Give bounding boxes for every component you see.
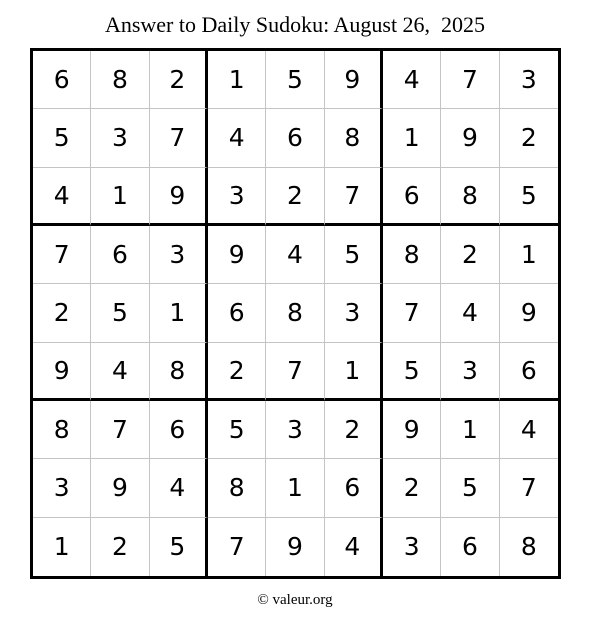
sudoku-cell: 3 bbox=[441, 343, 499, 401]
sudoku-cell: 6 bbox=[325, 459, 383, 517]
sudoku-cell: 7 bbox=[33, 226, 91, 284]
sudoku-cell: 5 bbox=[441, 459, 499, 517]
sudoku-cell: 7 bbox=[150, 109, 208, 167]
page-title: Answer to Daily Sudoku: August 26, 2025 bbox=[104, 12, 486, 37]
sudoku-cell: 2 bbox=[91, 518, 149, 576]
sudoku-cell: 1 bbox=[383, 109, 441, 167]
sudoku-cell: 5 bbox=[208, 401, 266, 459]
sudoku-cell: 8 bbox=[91, 51, 149, 109]
sudoku-cell: 9 bbox=[33, 343, 91, 401]
sudoku-cell: 6 bbox=[33, 51, 91, 109]
sudoku-cell: 3 bbox=[383, 518, 441, 576]
sudoku-cell: 8 bbox=[441, 168, 499, 226]
sudoku-cell: 2 bbox=[208, 343, 266, 401]
sudoku-cell: 6 bbox=[91, 226, 149, 284]
sudoku-cell: 5 bbox=[500, 168, 558, 226]
sudoku-cell: 8 bbox=[520, 532, 537, 562]
sudoku-cell: 5 bbox=[266, 51, 324, 109]
sudoku-cell: 4 bbox=[266, 226, 324, 284]
sudoku-cell: 2 bbox=[500, 109, 558, 167]
sudoku-cell: 9 bbox=[150, 168, 208, 226]
sudoku-cell: 4 bbox=[208, 109, 266, 167]
sudoku-cell: 2 bbox=[150, 51, 208, 109]
sudoku-cell: 8 bbox=[208, 459, 266, 517]
sudoku-cell: 7 bbox=[383, 284, 441, 342]
sudoku-cell: 7 bbox=[500, 459, 558, 517]
sudoku-cell: 3 bbox=[150, 226, 208, 284]
sudoku-cell: 8 bbox=[325, 109, 383, 167]
sudoku-cell: 9 bbox=[91, 459, 149, 517]
sudoku-cell: 2 bbox=[441, 226, 499, 284]
sudoku-cell: 8 bbox=[150, 343, 208, 401]
sudoku-cell: 4 bbox=[500, 401, 558, 459]
sudoku-cell: 9 bbox=[325, 51, 383, 109]
sudoku-cell: 4 bbox=[33, 168, 91, 226]
sudoku-cell: 2 bbox=[325, 401, 383, 459]
sudoku-cell: 2 bbox=[383, 459, 441, 517]
sudoku-cell: 9 bbox=[383, 401, 441, 459]
sudoku-cell: 3 bbox=[266, 401, 324, 459]
sudoku-cell: 8 bbox=[266, 284, 324, 342]
sudoku-cell: 5 bbox=[325, 226, 383, 284]
sudoku-cell: 3 bbox=[33, 459, 91, 517]
sudoku-cell: 7 bbox=[266, 343, 324, 401]
sudoku-cell: 7 bbox=[441, 51, 499, 109]
sudoku-cell: 1 bbox=[266, 459, 324, 517]
sudoku-cell: 2 bbox=[266, 168, 324, 226]
sudoku-cell: 6 bbox=[441, 518, 499, 576]
sudoku-cell: 7 bbox=[325, 168, 383, 226]
sudoku-cell: 1 bbox=[91, 168, 149, 226]
sudoku-cell: 5 bbox=[33, 109, 91, 167]
sudoku-board bbox=[30, 48, 561, 579]
sudoku-cell: 4 bbox=[150, 459, 208, 517]
sudoku-cell: 9 bbox=[500, 284, 558, 342]
sudoku-cell: 7 bbox=[208, 518, 266, 576]
sudoku-cell: 6 bbox=[208, 284, 266, 342]
sudoku-cell: 1 bbox=[208, 51, 266, 109]
sudoku-cell: 7 bbox=[91, 401, 149, 459]
sudoku-cell: 4 bbox=[325, 518, 383, 576]
sudoku-cell: 6 bbox=[150, 401, 208, 459]
sudoku-cell: 8 bbox=[383, 226, 441, 284]
sudoku-cell: 3 bbox=[500, 51, 558, 109]
copyright-footer: © valeur.org bbox=[257, 592, 333, 608]
sudoku-cell: 4 bbox=[91, 343, 149, 401]
sudoku-cell: 3 bbox=[208, 168, 266, 226]
sudoku-cell: 8 bbox=[33, 401, 91, 459]
sudoku-cell: 9 bbox=[208, 226, 266, 284]
sudoku-cell: 4 bbox=[441, 284, 499, 342]
sudoku-cell: 6 bbox=[500, 343, 558, 401]
sudoku-cell: 3 bbox=[91, 109, 149, 167]
sudoku-cell: 2 bbox=[33, 284, 91, 342]
sudoku-cell: 5 bbox=[91, 284, 149, 342]
sudoku-cell: 5 bbox=[150, 518, 208, 576]
sudoku-cell: 5 bbox=[383, 343, 441, 401]
sudoku-cell: 9 bbox=[266, 518, 324, 576]
sudoku-cell: 9 bbox=[441, 109, 499, 167]
sudoku-cell: 1 bbox=[150, 284, 208, 342]
sudoku-cell: 1 bbox=[325, 343, 383, 401]
sudoku-cell: 4 bbox=[383, 51, 441, 109]
sudoku-cell: 1 bbox=[500, 226, 558, 284]
sudoku-cell: 6 bbox=[383, 168, 441, 226]
sudoku-cell: 1 bbox=[441, 401, 499, 459]
sudoku-cell: 1 bbox=[33, 518, 91, 576]
sudoku-cell: 3 bbox=[325, 284, 383, 342]
sudoku-cell: 6 bbox=[266, 109, 324, 167]
